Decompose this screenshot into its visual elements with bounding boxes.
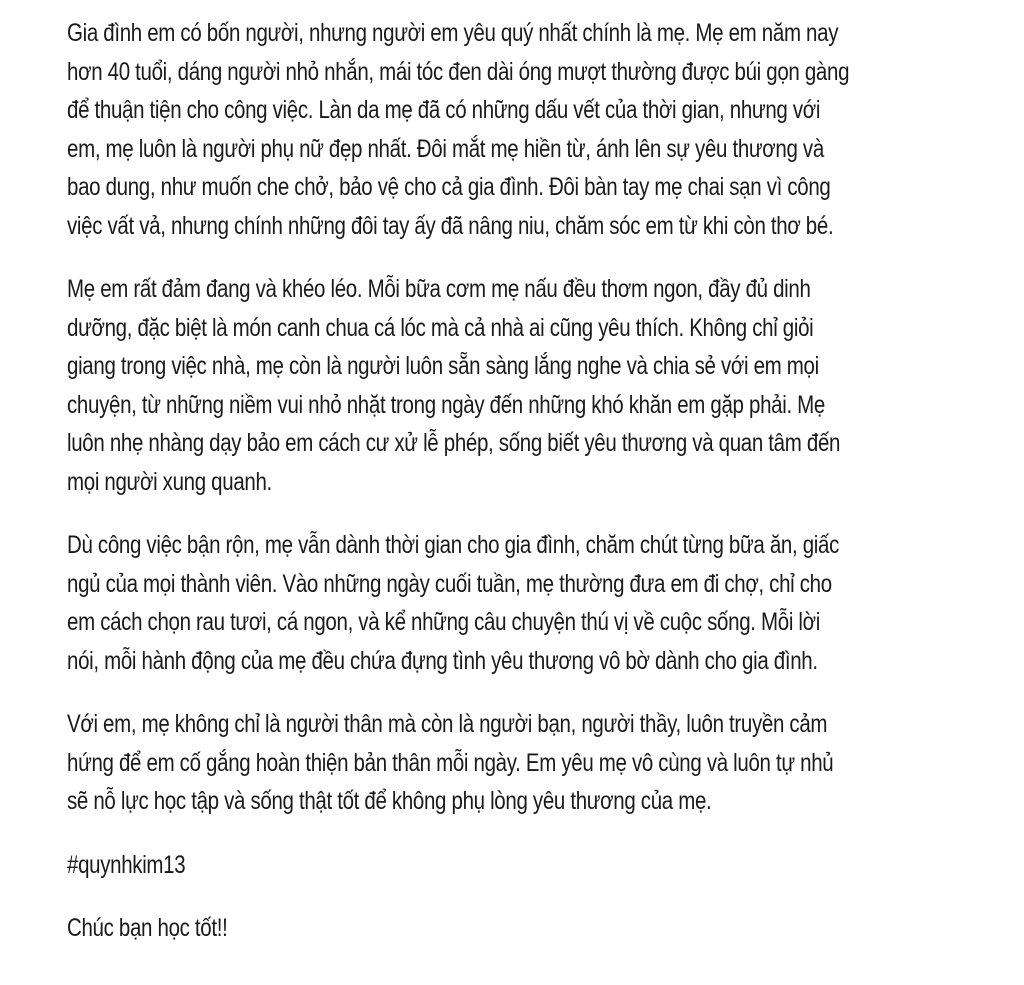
closing-text: Chúc bạn học tốt!!: [67, 914, 228, 942]
text-line: em, mẹ luôn là người phụ nữ đẹp nhất. Đôi mắt mẹ hiền từ, ánh lên sự yêu thương và: [67, 134, 824, 163]
text-line: dưỡng, đặc biệt là món canh chua cá lóc mà cả nhà ai cũng yêu thích. Không chỉ giỏi: [67, 313, 814, 342]
text-line: hơn 40 tuổi, dáng người nhỏ nhắn, mái tóc đen dài óng mượt thường được búi gọn gàng: [67, 57, 850, 86]
paragraph-3: [67, 526, 992, 680]
text-line: luôn nhẹ nhàng dạy bảo em cách cư xử lễ phép, sống biết yêu thương và quan tâm đến: [67, 429, 841, 457]
paragraph-spacer: [67, 821, 992, 846]
paragraph-spacer: [67, 245, 992, 270]
text-line: Mẹ em rất đảm đang và khéo léo. Mỗi bữa cơm mẹ nấu đều thơm ngon, đầy đủ dinh: [67, 275, 811, 303]
text-line: hứng để em cố gắng hoàn thiện bản thân mỗi ngày. Em yêu mẹ vô cùng và luôn tự nhủ: [67, 748, 834, 777]
paragraph-spacer: [67, 501, 992, 526]
paragraph-4: [67, 705, 992, 821]
essay-document: [67, 14, 992, 948]
paragraph-1: [67, 14, 992, 245]
text-line: em cách chọn rau tươi, cá ngon, và kể những câu chuyện thú vị về cuộc sống. Mỗi lời: [67, 608, 821, 636]
paragraph-spacer: [67, 884, 992, 909]
text-line: để thuận tiện cho công việc. Làn da mẹ đã có những dấu vết của thời gian, nhưng với: [67, 96, 821, 124]
hashtag-text: #quynhkim13: [67, 850, 186, 879]
text-line: chuyện, từ những niềm vui nhỏ nhặt trong ngày đến những khó khăn em gặp phải. Mẹ: [67, 390, 826, 419]
text-line: Gia đình em có bốn người, nhưng người em yêu quý nhất chính là mẹ. Mẹ em năm nay: [67, 19, 839, 47]
paragraph-spacer: [67, 680, 992, 705]
text-line: nói, mỗi hành động của mẹ đều chứa đựng tình yêu thương vô bờ dành cho gia đình.: [67, 646, 818, 675]
text-line: mọi người xung quanh.: [67, 467, 272, 496]
text-line: việc vất vả, nhưng chính những đôi tay ấy đã nâng niu, chăm sóc em từ khi còn thơ bé.: [67, 211, 834, 240]
text-line: sẽ nỗ lực học tập và sống thật tốt để không phụ lòng yêu thương của mẹ.: [67, 787, 712, 815]
text-line: giang trong việc nhà, mẹ còn là người luôn sẵn sàng lắng nghe và chia sẻ với em mọi: [67, 352, 819, 380]
paragraph-2: [67, 270, 992, 501]
text-line: bao dung, như muốn che chở, bảo vệ cho cả gia đình. Đôi bàn tay mẹ chai sạn vì công: [67, 173, 831, 201]
text-line: Với em, mẹ không chỉ là người thân mà còn là người bạn, người thầy, luôn truyền cảm: [67, 710, 828, 738]
text-line: ngủ của mọi thành viên. Vào những ngày cuối tuần, mẹ thường đưa em đi chợ, chỉ cho: [67, 569, 832, 598]
text-line: Dù công việc bận rộn, mẹ vẫn dành thời gian cho gia đình, chăm chút từng bữa ăn, giấc: [67, 531, 840, 559]
